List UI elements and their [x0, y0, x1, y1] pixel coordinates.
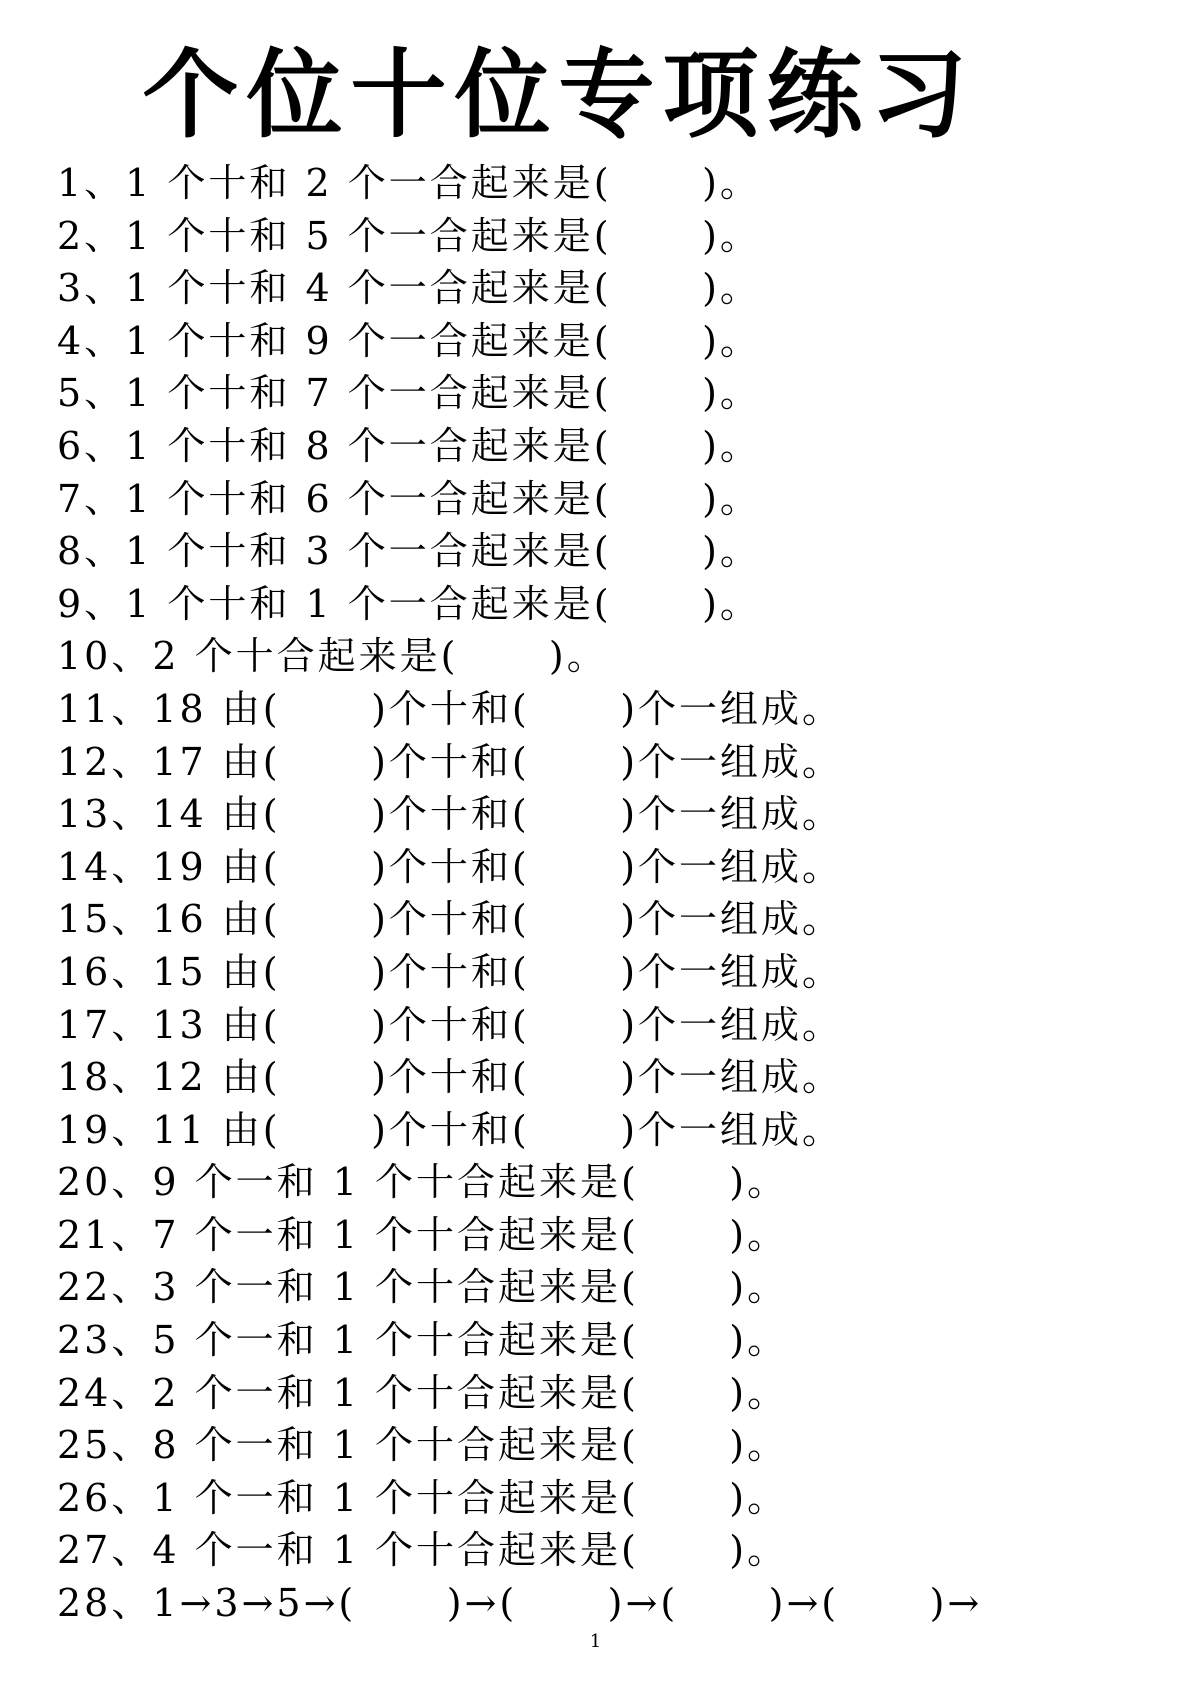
question-item: 21、7 个一和 1 个十合起来是( )。: [57, 1212, 789, 1257]
question-item: 17、13 由( )个十和( )个一组成。: [57, 1002, 844, 1047]
question-item: 24、2 个一和 1 个十合起来是( )。: [57, 1370, 789, 1415]
question-item: 27、4 个一和 1 个十合起来是( )。: [57, 1528, 789, 1573]
question-item: 14、19 由( )个十和( )个一组成。: [57, 844, 844, 889]
question-item: 2、1 个十和 5 个一合起来是( )。: [57, 213, 761, 258]
question-item: 25、8 个一和 1 个十合起来是( )。: [57, 1423, 789, 1468]
question-list: [57, 157, 982, 1630]
question-item: 23、5 个一和 1 个十合起来是( )。: [57, 1318, 789, 1363]
question-item: 5、1 个十和 7 个一合起来是( )。: [57, 371, 761, 416]
question-item: 13、14 由( )个十和( )个一组成。: [57, 792, 844, 837]
question-item: 12、17 由( )个十和( )个一组成。: [57, 739, 844, 784]
question-item: 22、3 个一和 1 个十合起来是( )。: [57, 1265, 789, 1310]
question-item: 11、18 由( )个十和( )个一组成。: [57, 686, 844, 731]
question-item: 10、2 个十合起来是( )。: [57, 634, 608, 679]
question-item: 9、1 个十和 1 个一合起来是( )。: [57, 581, 761, 626]
question-item: 20、9 个一和 1 个十合起来是( )。: [57, 1160, 789, 1205]
question-item: 15、16 由( )个十和( )个一组成。: [57, 897, 844, 942]
question-item: 26、1 个一和 1 个十合起来是( )。: [57, 1475, 789, 1520]
question-item: 4、1 个十和 9 个一合起来是( )。: [57, 318, 761, 363]
question-item: 7、1 个十和 6 个一合起来是( )。: [57, 476, 761, 521]
page-number: 1: [589, 1631, 602, 1652]
question-item: 19、11 由( )个十和( )个一组成。: [57, 1107, 844, 1152]
question-item: 16、15 由( )个十和( )个一组成。: [57, 949, 844, 994]
question-item: 3、1 个十和 4 个一合起来是( )。: [57, 266, 761, 311]
page-title: 个位十位专项练习: [142, 39, 975, 151]
question-item: 6、1 个十和 8 个一合起来是( )。: [57, 423, 761, 468]
question-item: 1、1 个十和 2 个一合起来是( )。: [57, 161, 761, 205]
question-item: 18、12 由( )个十和( )个一组成。: [57, 1055, 844, 1100]
question-item: 28、1→3→5→( )→( )→( )→( )→: [57, 1581, 983, 1626]
question-item: 8、1 个十和 3 个一合起来是( )。: [57, 529, 761, 574]
